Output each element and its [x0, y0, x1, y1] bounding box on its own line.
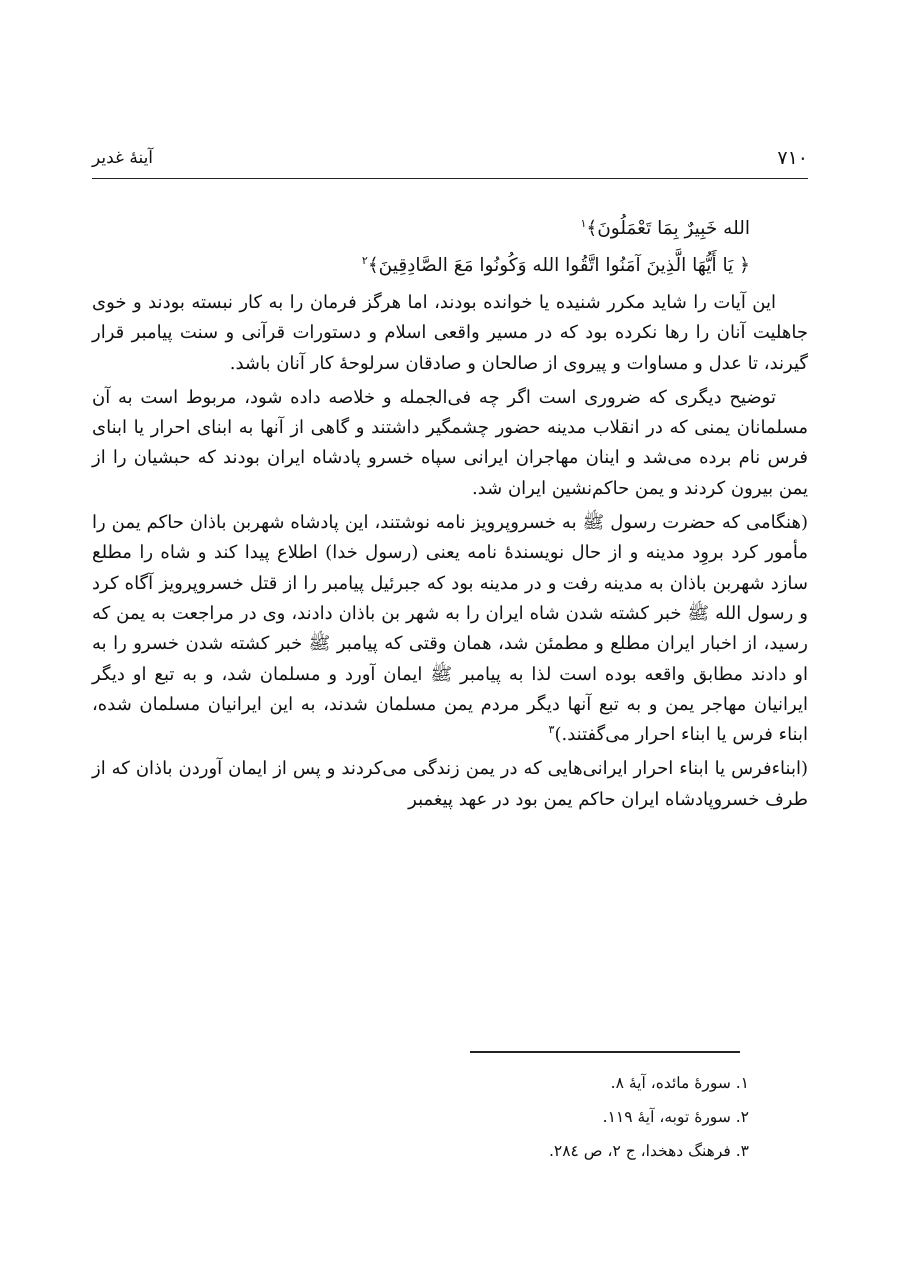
quran-verse-2 — [92, 247, 808, 284]
paragraph — [92, 383, 808, 504]
page-number: ۷۱۰ — [777, 147, 808, 169]
footnote: ۲. سورهٔ توبه، آیهٔ ۱۱۹. — [602, 1108, 749, 1126]
footnote: ۳. فرهنگ دهخدا، ج ۲، ص ۲۸٤. — [548, 1142, 749, 1160]
footnote: ۱. سورهٔ مائده، آیهٔ ۸. — [610, 1074, 749, 1092]
running-title: آینهٔ غدیر — [92, 148, 154, 168]
footnotes — [92, 1066, 749, 1168]
footnote-ref: ۳ — [548, 723, 555, 737]
paragraph — [92, 288, 808, 379]
page-header — [92, 140, 808, 176]
main-text — [92, 210, 808, 815]
paragraph-text: توضیح دیگری که ضروری است اگر چه فی‌الجمله و خلاصه داده شود، مربوط است به آن مسلمانان یمنی که در انقلاب مدینه حضور چشمگیر داشتند و گاهی از آنها به ابنای احرار یا ابنای فرس نام برده می‌شد و اینان مهاجران ایرانی سپاه خسرو پادشاه ایران بودند که حبشیان را از یمن بیرون کردند و یمن حاکم‌نشین ایران شد. — [92, 386, 808, 499]
verse-text: ﴿ يَا أَيُّهَا الَّذِينَ آمَنُوا اتَّقُوا الله وَكُونُوا مَعَ الصَّادِقِينَ﴾ — [367, 255, 750, 276]
paragraph-text: (هنگامی که حضرت رسول ﷺ به خسروپرویز نامه نوشتند، این پادشاه شهربن باذان حاکم یمن را مأمور کرد بروِد مدینه و از حال نویسندهٔ نامه یعنی (رسول خدا) اطلاع پیدا کند و شاه را مطلع سازد شهربن باذان به مدینه رفت و در مدینه بود که جبرئیل پیامبر را از قتل خسروپرویز آگاه کرد و رسول الله ﷺ خبر کشته شدن شاه ایران را به شهر بن باذان دادند، وی در مراجعت به یمن که رسید، از اخبار ایران مطلع و مطمئن شد، همان وقتی که پیامبر ﷺ خبر کشته شدن خسرو را به او دادند مطابق واقعه بوده است لذا به پیامبر ﷺ ایمان آورد و مسلمان شد، و به تبع او دیگر ایرانیان مهاجر یمن و به تبع آنها دیگر مردم یمن مسلمان شدند، به این ایرانیان مسلمان شده، ابناء فرس یا ابناء احرار می‌گفتند.) — [92, 512, 808, 746]
footnote-ref: ۲ — [361, 253, 368, 267]
quran-verse-1 — [92, 210, 808, 247]
paragraph — [92, 508, 808, 750]
footnote-separator — [470, 1051, 740, 1053]
verse-text: الله خَبِيرٌ بِمَا تَعْمَلُونَ﴾ — [586, 218, 750, 239]
paragraph-text: این آیات را شاید مکرر شنیده یا خوانده بودند، اما هرگز فرمان را به کار نبسته بودند و خوی جاهلیت آنان را رها نکرده بود که در مسیر واقعی اسلام و دستورات قرآنی و سنت پیامبر قرار گیرند، تا عدل و مساوات و پیروی از صالحان و صادقان سرلوحهٔ کار آنان باشد. — [92, 292, 808, 374]
header-rule — [92, 178, 808, 179]
footnote-ref: ۱ — [580, 216, 587, 230]
paragraph-text: (ابناءفرس یا ابناء احرار ایرانی‌هایی که در یمن زندگی می‌کردند و پس از ایمان آوردن باذان که از طرف خسروپادشاه ایران حاکم یمن بود در عهد پیغمبر — [92, 758, 808, 810]
paragraph — [92, 754, 808, 815]
